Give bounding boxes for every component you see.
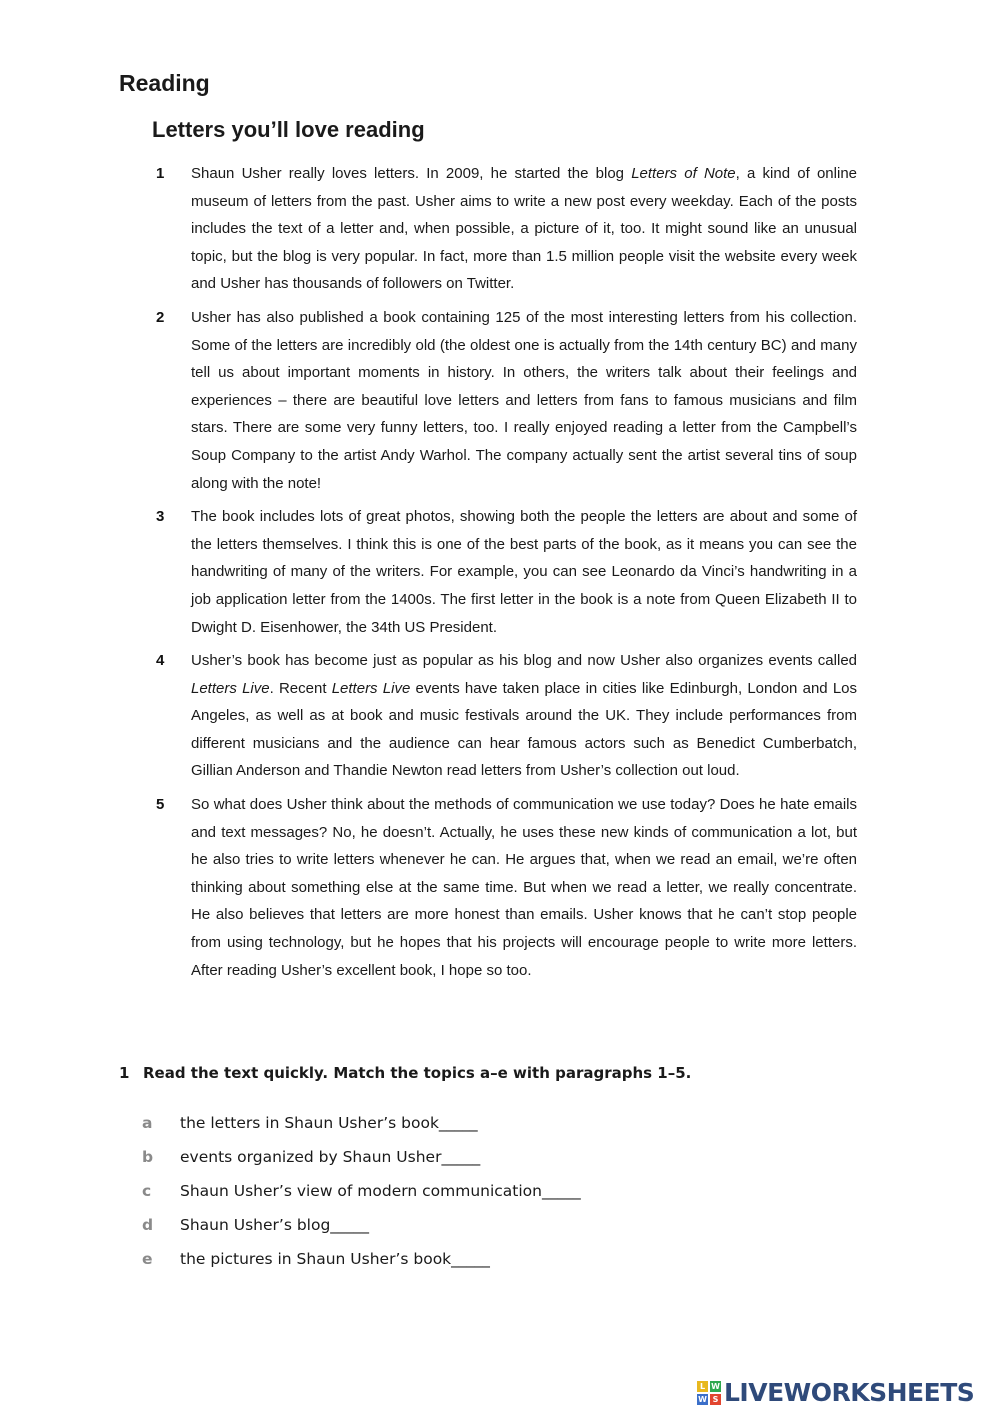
exercise-instruction-text: Read the text quickly. Match the topics a–e with paragraphs 1–5. <box>143 1064 692 1082</box>
paragraph-2 <box>153 304 858 497</box>
topic-text: Shaun Usher’s view of modern communication_____ <box>180 1182 581 1200</box>
logo-cell: W <box>698 1394 707 1404</box>
paragraph-number: 5 <box>156 796 165 814</box>
topic-text: the pictures in Shaun Usher’s book_____ <box>180 1250 490 1268</box>
paragraph-number: 2 <box>156 308 165 326</box>
paragraph-3 <box>153 503 858 641</box>
paragraph-number: 1 <box>156 165 165 182</box>
exercise-instruction <box>119 1064 691 1082</box>
paragraph-text: Usher’s book has become just as popular as his blog and now Usher also organizes events called Letters Live. Recent Letters Live events have taken place in cities like Edinburgh, London and Los Angeles, as well as at book and music festivals around the UK. They include performances from different musicians and the audience can hear famous actors such as Benedict Cumberbatch, Gillian Anderson and Thandie Newton read letters from Usher’s collection out loud. <box>191 652 858 780</box>
topic-item-c[interactable] <box>142 1174 581 1208</box>
topic-text: the letters in Shaun Usher’s book_____ <box>180 1114 478 1132</box>
topic-text: Shaun Usher’s blog_____ <box>180 1216 370 1234</box>
topic-letter: c <box>142 1182 152 1200</box>
topic-item-b[interactable] <box>142 1140 581 1174</box>
logo-cell: L <box>697 1381 708 1392</box>
paragraph-text: Shaun Usher really loves letters. In 2009, he started the blog Letters of Note, a kind of online museum of letters from the past. Usher aims to write a new post every weekday. Each of the posts includes the text of a letter and, when possible, a picture of it, too. It might sound like an unusual topic, but the blog is very popular. In fact, more than 1.5 million people visit the website every week and Usher has thousands of followers on Twitter. <box>191 165 858 293</box>
article-body <box>153 160 858 990</box>
logo-text: LIVEWORKSHEETS <box>724 1378 975 1407</box>
paragraph-text: So what does Usher think about the methods of communication we use today? Does he hate emails and text messages? No, he doesn’t. Actually, he uses these new kinds of communication a lot, but he also tries to write letters whenever he can. He argues that, when we read an email, we’re often thinking about something else at the same time. But when we read a letter, we really concentrate. He also believes that letters are more honest than emails. Usher knows that he can’t stop people from using technology, but he hopes that his projects will encourage people to write more letters. After reading Usher’s excellent book, I hope so too. <box>191 796 857 979</box>
topic-letter: d <box>142 1216 154 1234</box>
topic-item-e[interactable] <box>142 1242 581 1276</box>
logo-cell: S <box>710 1394 721 1405</box>
logo-cell: W <box>711 1381 720 1391</box>
paragraph-text: Usher has also published a book containing 125 of the most interesting letters from his collection. Some of the letters are incredibly old (the oldest one is actually from the 14th century BC) and many tell us about important moments in history. In others, the writers talk about their feelings and experiences – there are beautiful love letters and letters from fans to famous musicians and film stars. There are some very funny letters, too. I really enjoyed reading a letter from the Campbell’s Soup Company to the artist Andy Warhol. The company actually sent the artist several tins of soup along with the note! <box>191 308 857 492</box>
paragraph-1 <box>153 160 858 298</box>
topic-letter: e <box>142 1250 153 1268</box>
topic-text: events organized by Shaun Usher_____ <box>180 1148 481 1166</box>
topic-list <box>142 1106 581 1276</box>
exercise-number: 1 <box>119 1064 130 1082</box>
liveworksheets-logo[interactable] <box>697 1378 974 1407</box>
paragraph-number: 3 <box>156 508 165 526</box>
logo-icon <box>697 1381 721 1405</box>
topic-item-d[interactable] <box>142 1208 581 1242</box>
section-title: Reading <box>119 70 210 96</box>
topic-item-a[interactable] <box>142 1106 581 1140</box>
article-title: Letters you’ll love reading <box>152 117 425 142</box>
paragraph-text: The book includes lots of great photos, showing both the people the letters are about and some of the letters themselves. I think this is one of the best parts of the book, as it means you can see the handwriting of many of the writers. For example, you can see Leonardo da Vinci’s handwriting in a job application letter from the 1400s. The first letter in the book is a note from Queen Elizabeth II to Dwight D. Eisenhower, the 34th US President. <box>191 508 857 636</box>
topic-letter: b <box>142 1148 154 1166</box>
paragraph-5 <box>153 791 858 984</box>
paragraph-4 <box>153 647 858 785</box>
topic-letter: a <box>142 1114 153 1132</box>
paragraph-number: 4 <box>156 652 165 670</box>
